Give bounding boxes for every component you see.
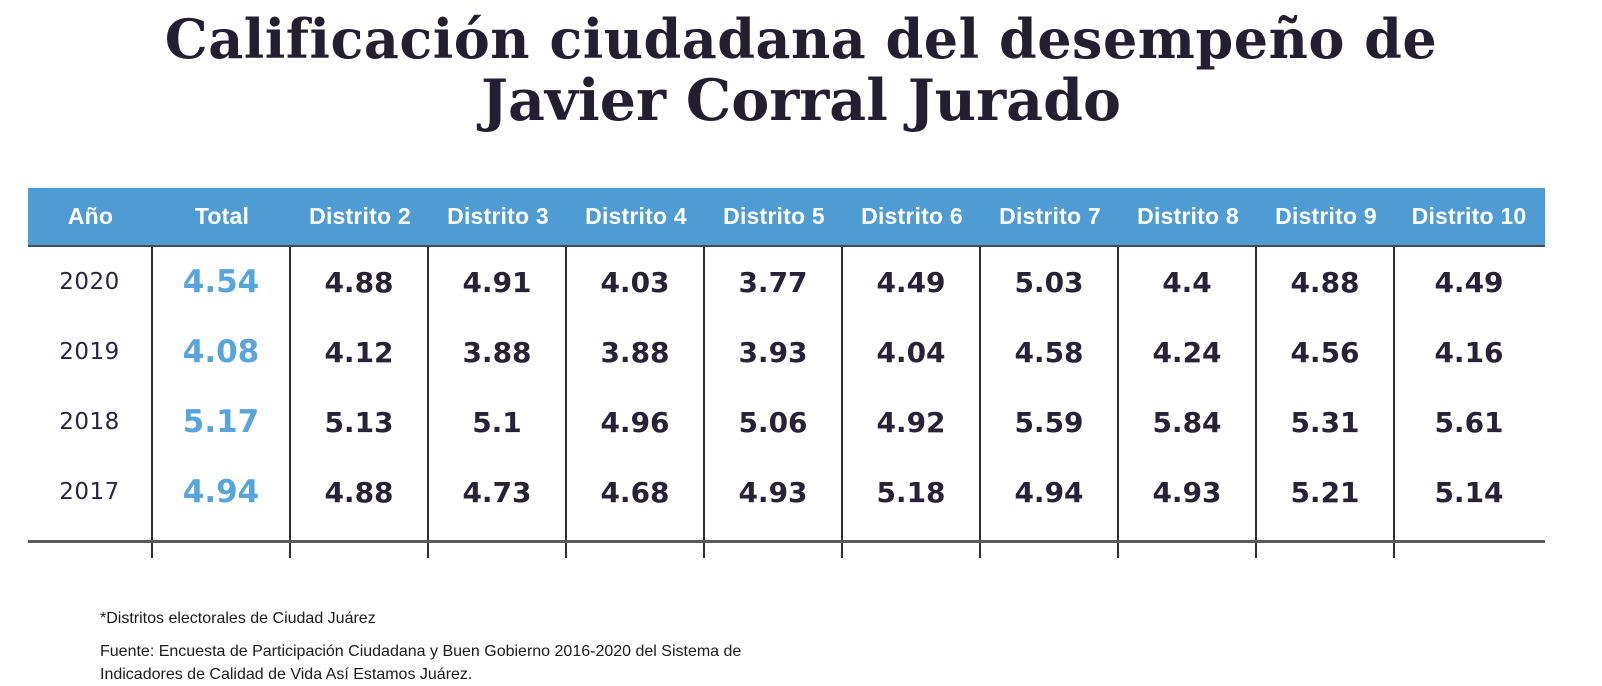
table-row-2020 <box>28 247 1545 317</box>
table-row-2018 <box>28 387 1545 457</box>
spacer-cell <box>153 527 291 540</box>
stub-cell <box>153 543 291 558</box>
spacer-cell <box>705 527 843 540</box>
title-line-1: Calificación ciudadana del desempeño de <box>164 7 1438 71</box>
table-cell: 4.68 <box>567 457 705 527</box>
table-spacer-row <box>28 527 1545 540</box>
column-header-distrito-5: Distrito 5 <box>723 203 825 229</box>
stub-cell <box>843 543 981 558</box>
table-cell: 3.88 <box>567 317 705 387</box>
table-cell: 3.93 <box>705 317 843 387</box>
table-header-row <box>28 188 1545 245</box>
spacer-cell <box>1257 527 1395 540</box>
table-cell: 4.49 <box>843 247 981 317</box>
stub-cell <box>28 543 153 558</box>
table-cell: 5.06 <box>705 387 843 457</box>
spacer-cell <box>843 527 981 540</box>
table-cell: 4.12 <box>291 317 429 387</box>
table-cell: 4.16 <box>1434 335 1504 369</box>
stub-cell <box>705 543 843 558</box>
table-cell: 4.88 <box>291 247 429 317</box>
table-cell: 4.24 <box>1119 317 1257 387</box>
table-cell: 4.91 <box>429 247 567 317</box>
table-cell: 4.4 <box>1119 247 1257 317</box>
footnote-districts: *Distritos electorales de Ciudad Juárez <box>100 610 376 627</box>
column-header-distrito-10: Distrito 10 <box>1411 203 1527 229</box>
table-cell: 4.96 <box>567 387 705 457</box>
column-header-total: Total <box>194 203 250 229</box>
spacer-cell <box>567 527 705 540</box>
spacer-cell <box>1119 527 1257 540</box>
year-cell: 2020 <box>28 247 153 317</box>
column-header-distrito-4: Distrito 4 <box>585 203 687 229</box>
stub-cell <box>429 543 567 558</box>
table-cell: 5.61 <box>1434 405 1504 439</box>
page-title <box>0 7 1602 135</box>
ratings-table <box>28 188 1545 558</box>
table-stub-row <box>28 543 1545 558</box>
column-header-distrito-9: Distrito 9 <box>1275 203 1377 229</box>
column-header-distrito-6: Distrito 6 <box>861 203 963 229</box>
table-cell: 5.13 <box>291 387 429 457</box>
footnote-source: Fuente: Encuesta de Participación Ciudadana y Buen Gobierno 2016-2020 del Sistema de Indicadores de Calidad de Vida Así Estamos Juárez. <box>100 643 742 683</box>
table-cell: 4.73 <box>429 457 567 527</box>
table-cell: 5.84 <box>1119 387 1257 457</box>
stub-cell <box>1257 543 1395 558</box>
spacer-cell <box>28 527 153 540</box>
table-cell: 4.92 <box>843 387 981 457</box>
table-cell: 4.93 <box>705 457 843 527</box>
title-line-2: Javier Corral Jurado <box>481 67 1121 135</box>
table-cell: 5.59 <box>981 387 1119 457</box>
stub-cell <box>291 543 429 558</box>
spacer-cell <box>429 527 567 540</box>
column-header-distrito-7: Distrito 7 <box>999 203 1101 229</box>
table-cell: 4.03 <box>567 247 705 317</box>
table-cell: 5.21 <box>1257 457 1395 527</box>
footnotes <box>100 610 812 686</box>
table-cell: 4.88 <box>291 457 429 527</box>
table-cell: 4.56 <box>1257 317 1395 387</box>
year-cell: 2017 <box>28 457 153 527</box>
stub-cell <box>1119 543 1257 558</box>
spacer-cell <box>291 527 429 540</box>
spacer-cell <box>981 527 1119 540</box>
stub-cell <box>981 543 1119 558</box>
table-cell: 4.58 <box>981 317 1119 387</box>
table-cell: 5.31 <box>1257 387 1395 457</box>
spacer-cell <box>1395 527 1543 540</box>
table-row-2019 <box>28 317 1545 387</box>
table-cell: 5.14 <box>1434 475 1504 509</box>
table-cell: 3.77 <box>705 247 843 317</box>
column-header-distrito-8: Distrito 8 <box>1137 203 1239 229</box>
stub-cell <box>567 543 705 558</box>
table-cell: 4.04 <box>843 317 981 387</box>
table-cell: 4.94 <box>981 457 1119 527</box>
total-cell: 4.94 <box>153 457 291 527</box>
table-cell: 5.18 <box>843 457 981 527</box>
table-row-2017 <box>28 457 1545 527</box>
table-body <box>28 245 1545 540</box>
table-cell: 4.93 <box>1119 457 1257 527</box>
year-cell: 2018 <box>28 387 153 457</box>
table-cell: 4.88 <box>1257 247 1395 317</box>
table-cell: 5.1 <box>429 387 567 457</box>
column-header-distrito-2: Distrito 2 <box>309 203 411 229</box>
column-header-year: Año <box>67 203 114 229</box>
table-cell: 4.49 <box>1434 265 1504 299</box>
stub-cell <box>1395 543 1543 558</box>
table-cell: 5.03 <box>981 247 1119 317</box>
total-cell: 4.08 <box>153 317 291 387</box>
column-header-distrito-3: Distrito 3 <box>447 203 549 229</box>
year-cell: 2019 <box>28 317 153 387</box>
table-cell: 3.88 <box>429 317 567 387</box>
total-cell: 5.17 <box>153 387 291 457</box>
total-cell: 4.54 <box>153 247 291 317</box>
